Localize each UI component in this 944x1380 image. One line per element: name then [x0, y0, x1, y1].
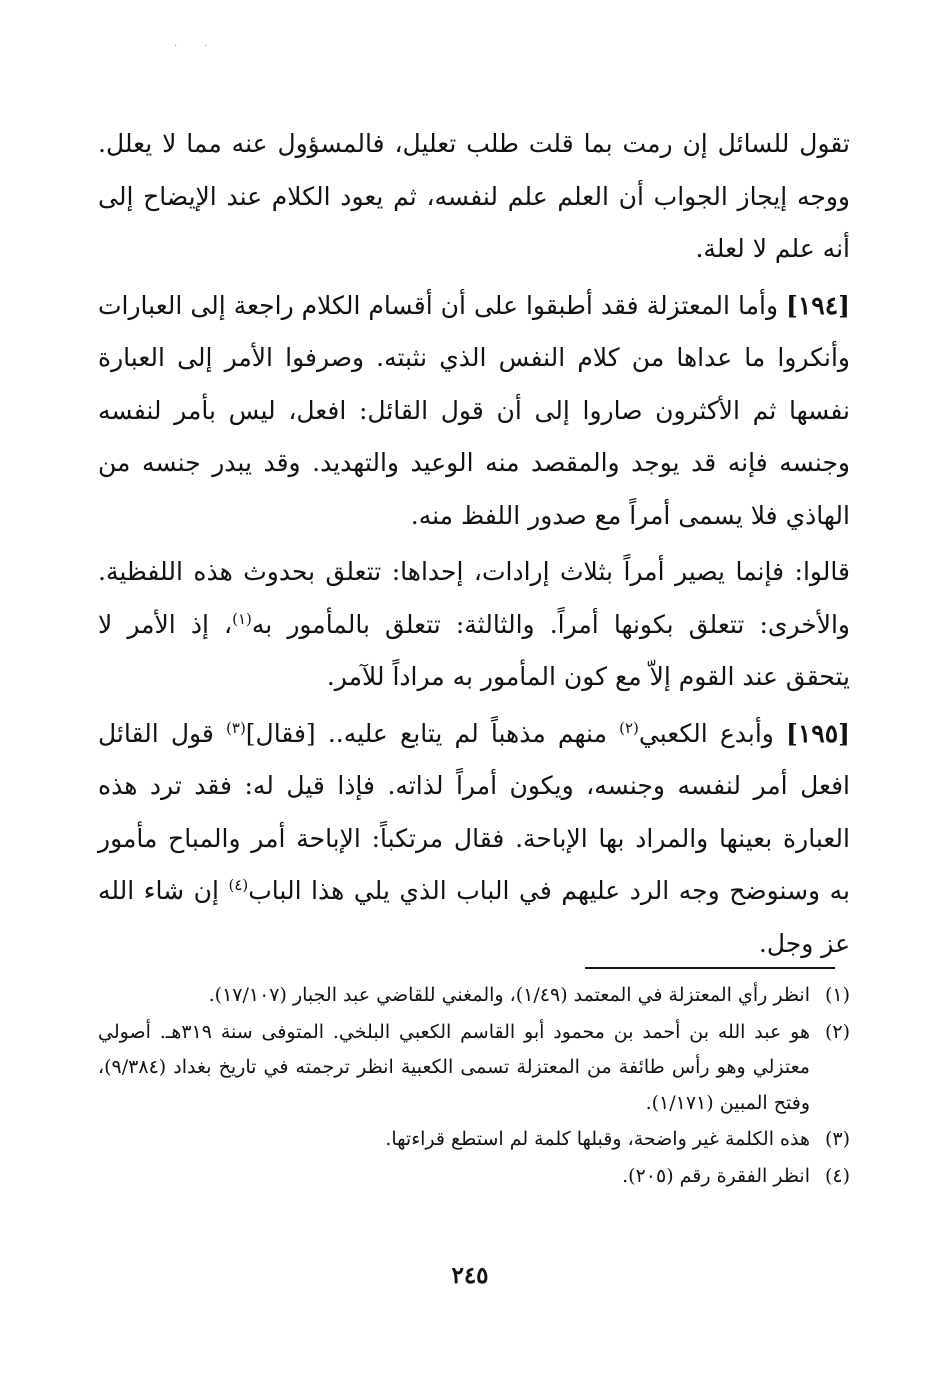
paragraph-1: [98, 118, 850, 276]
footnote-text: انظر الفقرة رقم (٢٠٥).: [622, 1164, 810, 1187]
paragraph-text: ، إذ الأمر لا يتحقق عند القوم إلاّ مع كون المأمور به مراداً للآمر.: [98, 609, 850, 691]
footnote-3: [98, 1122, 850, 1158]
page-number: ٢٤٥: [451, 1262, 489, 1289]
footnote-1: [98, 978, 850, 1014]
footnote-4: [98, 1159, 850, 1195]
paragraph-text: قول القائل افعل أمر لنفسه وجنسه، ويكون أمراً لذاته. فإذا قيل له: فقد ترد هذه العبارة بعينها والمراد بها الإباحة. فقال مرتكباً: الإباحة أمر والمباح مأمور به وسنوضح وجه الرد عليهم في الباب الذي يلي هذا الباب: [98, 718, 850, 905]
paragraph-text: إن شاء الله عز وجل.: [98, 876, 850, 958]
paragraph-3: [98, 546, 850, 704]
footnote-ref[interactable]: (٤): [228, 876, 249, 894]
paragraph-number: [١٩٥]: [786, 718, 850, 748]
paragraph-text: تقول للسائل إن رمت بما قلت طلب تعليل، فالمسؤول عنه مما لا يعلل. ووجه إيجاز الجواب أن العلم علم لنفسه، ثم يعود الكلام عند الإيضاح إلى أنه علم لا لعلة.: [98, 129, 850, 263]
footnote-mark: (٣): [824, 1128, 850, 1150]
footnote-ref[interactable]: (٢): [619, 718, 639, 737]
footnote-2: [98, 1015, 850, 1122]
paragraph-text: وأما المعتزلة فقد أطبقوا على أن أقسام الكلام راجعة إلى العبارات وأنكروا ما عداها من كلام النفس الذي نثبته. وصرفوا الأمر إلى العبارة نفسها ثم الأكثرون صاروا إلى أن قول القائل: افعل، ليس بأمر لنفسه وجنسه فإنه قد يوجد والمقصد منه الوعيد والتهديد. وقد يبدر جنسه من الهاذي فلا يسمى أمراً مع صدور اللفظ منه.: [98, 290, 850, 530]
footnote-mark: (٢): [824, 1020, 850, 1043]
footnote-mark: (٤): [824, 1164, 850, 1187]
footnote-ref[interactable]: (٣): [226, 718, 246, 737]
footnote-text: انظر رأي المعتزلة في المعتمد (١/٤٩)، والمغني للقاضي عبد الجبار (١٧/١٠٧).: [208, 984, 810, 1006]
paragraph-194: [98, 280, 850, 543]
paragraph-text: منهم مذهباً لم يتابع عليه.. [فقال]: [245, 718, 620, 748]
scan-specks: . .: [174, 38, 220, 49]
paragraph-text: وأبدع الكعبي: [638, 718, 774, 748]
paragraph-text: قالوا: فإنما يصير أمراً بثلاث إرادات، إحداها: تتعلق بحدوث هذه اللفظية. والأخرى: تتعلق بكونها أمراً. والثالثة: تتعلق بالمأمور به: [98, 557, 850, 639]
footnote-ref[interactable]: (١): [232, 609, 252, 628]
paragraph-number: [١٩٤]: [786, 290, 850, 320]
main-text: [98, 118, 850, 970]
footnote-text: هو عبد الله بن أحمد بن محمود أبو القاسم الكعبي البلخي. المتوفى سنة ٣١٩هـ. أصولي معتزلي وهو رأس طائفة من المعتزلة تسمى الكعبية انظر ترجمته في تاريخ بغداد (٩/٣٨٤)، وفتح المبين (١/١٧١).: [98, 1020, 810, 1114]
paragraph-195: [98, 708, 850, 971]
footnotes: [98, 978, 850, 1194]
footnote-separator: [585, 967, 835, 969]
footnote-text: هذه الكلمة غير واضحة، وقبلها كلمة لم استطع قراءتها.: [385, 1128, 810, 1150]
footnote-mark: (١): [824, 984, 850, 1006]
